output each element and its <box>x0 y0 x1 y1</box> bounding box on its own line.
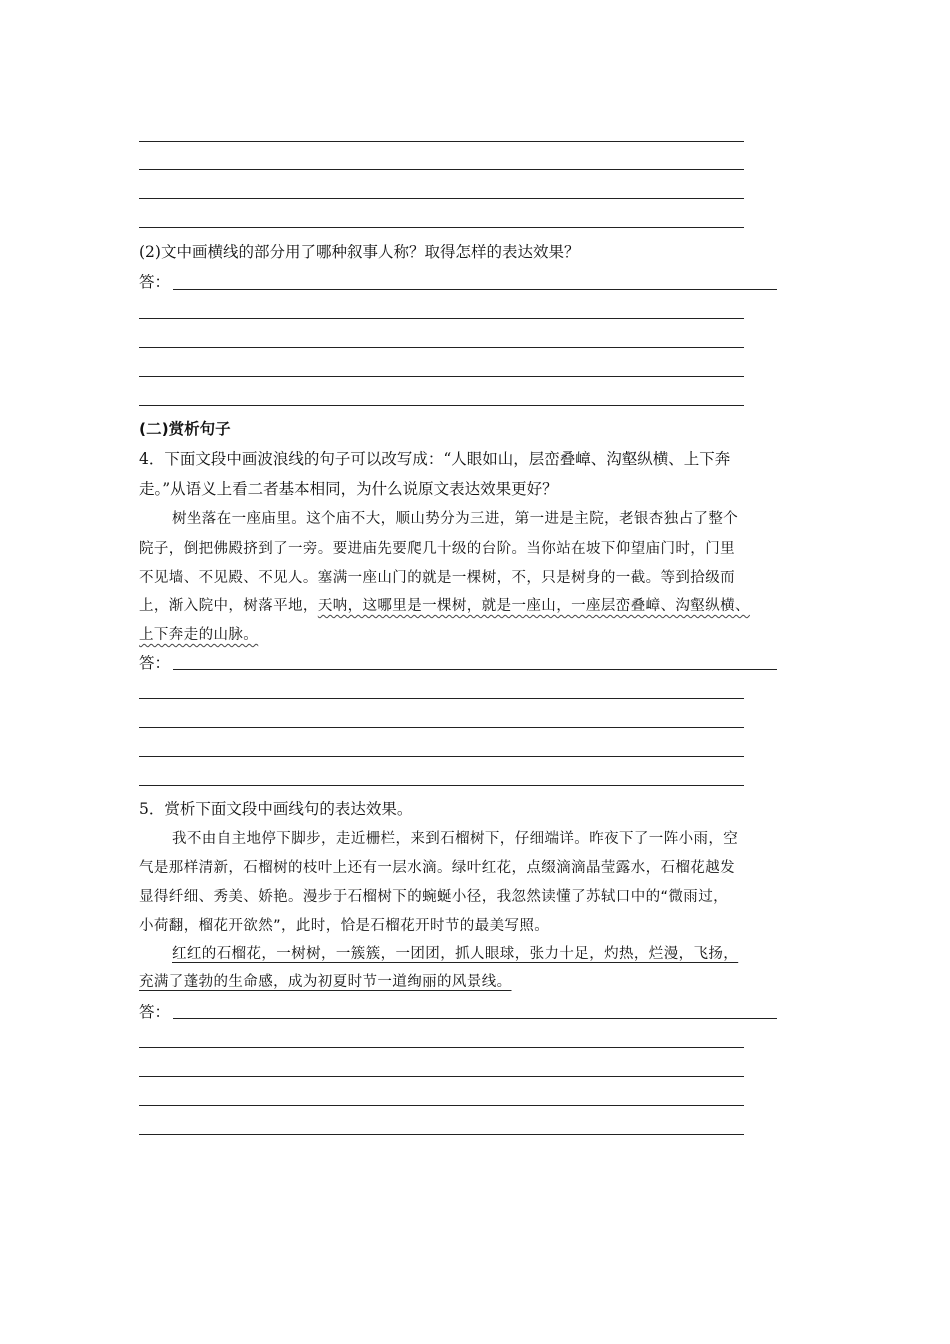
answer-label: 答： <box>139 654 171 672</box>
answer-line[interactable] <box>139 785 744 786</box>
passage-line <box>139 625 258 645</box>
wavy-underlined-sentence: 天呐，这哪里是一棵树，就是一座山，一座层峦叠嶂、沟壑纵横、 <box>317 598 750 614</box>
answer-line[interactable] <box>139 376 744 377</box>
passage-line <box>139 596 750 616</box>
answer-line[interactable] <box>173 289 777 290</box>
section-title: (二)赏析句子 <box>139 420 231 438</box>
passage-line <box>139 944 738 964</box>
answer-line[interactable] <box>139 141 744 142</box>
answer-line[interactable] <box>139 1076 744 1077</box>
question-text: (2)文中画横线的部分用了哪种叙事人称？取得怎样的表达效果？ <box>139 243 580 261</box>
underlined-sentence: 充满了蓬勃的生命感，成为初夏时节一道绚丽的风景线。 <box>139 974 512 990</box>
answer-line[interactable] <box>139 1047 744 1048</box>
passage-line: 不见墙、不见殿、不见人。塞满一座山门的就是一棵树，不，只是树身的一截。等到拾级而 <box>139 570 735 586</box>
answer-line[interactable] <box>139 227 744 228</box>
answer-label: 答： <box>139 273 171 291</box>
answer-line[interactable] <box>139 1105 744 1106</box>
underlined-sentence: 红红的石榴花，一树树，一簇簇，一团团，抓人眼球，张力十足，灼热，烂漫，飞扬， <box>172 946 739 962</box>
answer-line[interactable] <box>139 169 744 170</box>
question-text: 4．下面文段中画波浪线的句子可以改写成：“人眼如山，层峦叠嶂、沟壑纵横、上下奔 <box>139 450 731 468</box>
passage-line: 树坐落在一座庙里。这个庙不大，顺山势分为三进，第一进是主院，老银杏独占了整个 <box>172 511 739 527</box>
passage-line <box>139 972 512 992</box>
passage-line: 显得纤细、秀美、娇艳。漫步于石榴树下的蜿蜒小径，我忽然读懂了苏轼口中的“微雨过， <box>139 889 729 905</box>
question-text: 5．赏析下面文段中画线句的表达效果。 <box>139 800 413 818</box>
passage-line: 气是那样清新，石榴树的枝叶上还有一层水滴。绿叶红花，点缀滴滴晶莹露水，石榴花越发 <box>139 860 735 876</box>
answer-line[interactable] <box>139 318 744 319</box>
wavy-underlined-sentence: 上下奔走的山脉。 <box>139 627 259 643</box>
passage-line: 院子，倒把佛殿挤到了一旁。要进庙先要爬几十级的台阶。当你站在坡下仰望庙门时，门里 <box>139 541 735 557</box>
question-text: 走。”从语义上看二者基本相同，为什么说原文表达效果更好？ <box>139 480 558 498</box>
answer-line[interactable] <box>139 1134 744 1135</box>
passage-line: 我不由自主地停下脚步，走近栅栏，来到石榴树下，仔细端详。昨夜下了一阵小雨，空 <box>172 831 739 847</box>
passage-line: 小荷翻，榴花开欲然”，此时，恰是石榴花开时节的最美写照。 <box>139 918 550 934</box>
answer-line[interactable] <box>139 698 744 699</box>
answer-label: 答： <box>139 1003 171 1021</box>
passage-plain-text: 上，渐入院中，树落平地， <box>139 598 318 614</box>
answer-line[interactable] <box>139 347 744 348</box>
answer-line[interactable] <box>173 669 777 670</box>
answer-line[interactable] <box>139 756 744 757</box>
answer-line[interactable] <box>173 1018 777 1019</box>
answer-line[interactable] <box>139 727 744 728</box>
answer-line[interactable] <box>139 198 744 199</box>
answer-line[interactable] <box>139 405 744 406</box>
